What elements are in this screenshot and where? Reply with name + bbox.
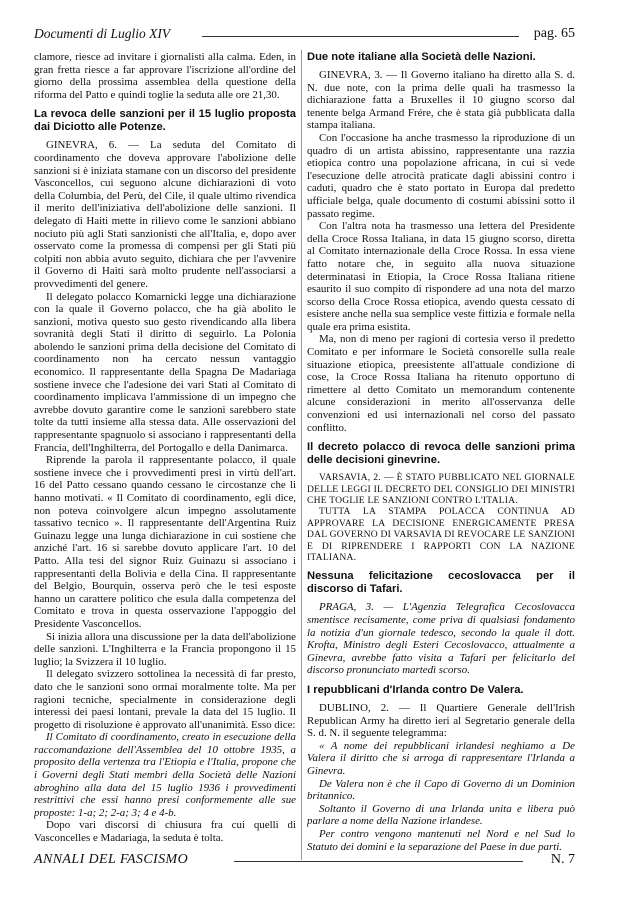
article-paragraph: Con l'occasione ha anche trasmesso la riproduzione di un quadro di un artista abissino, rappresentante una razzia etiopica contro una popolazione africana, in cui si vede l'esecuzione delle atrocità praticate dagli abissini contro i caduti, quadro che è stato portato in Europa dal predetto ufficiale belga, quale documento di costumi abissini sotto il passato regime. [307,131,575,220]
article-paragraph: GINEVRA, 3. — Il Governo italiano ha diretto alla S. d. N. due note, con la prima delle quali ha trasmesso la dichiarazione fatta a Bruxelles il 10 giugno scorso dal tenente belga Armand Frére, che è stata già pubblicata dalla stampa italiana. [307,69,575,132]
telegram-quote: Soltanto il Governo di una Irlanda unita e libera può parlare a nome della Nazione irlandese. [307,802,575,828]
column-divider [301,50,302,860]
footer-rule [234,861,523,862]
article-paragraph: Si inizia allora una discussione per la data dell'abolizione delle sanzioni. L'Inghilterra e la Francia propongono il 15 luglio; la Svizzera il 10 luglio. [34,630,296,668]
article-title-italian-notes: Due note italiane alla Società delle Nazioni. [307,51,536,63]
issue-number: N. 7 [550,852,575,867]
article-title-sanctions-revoked: La revoca delle sanzioni per il 15 luglio proposta dai Diciotto alle Potenze. [34,108,296,134]
left-column [34,51,296,859]
page-number: pag. 65 [533,26,575,41]
article-title-czech-denial: Nessuna felicitazione cecoslovacca per il discorso di Tafari. [307,570,575,596]
header-rule [202,36,519,37]
running-title: Documenti di Luglio XIV [34,26,171,41]
continued-paragraph: clamore, riesce ad invitare i giornalisti alla calma. Eden, in gran fretta riesce a far approvare l'iscrizione all'ordine del giorno della prossima assemblea della questione della riforma del Patto e quindi toglie la seduta alle ore 21,30. [34,51,296,101]
article-paragraph: Il delegato polacco Komarnicki legge una dichiarazione con la quale il Governo polacco, che ha già abolito le sanzioni, motiva questo suo gesto rivendicando alla libera sovranità degli Stati il diritto di seguirlo. La Polonia abolendo le sanzioni prima della decisione del Comitato di coordinamento non ha cercato nessun vantaggio economico. Il rappresentante della Spagna De Madariaga sostiene invece che l'adesione dei vari Stati al Comitato di coordinamento implicava l'ammissione di un impegno che avrebbe dovuto garantire come le sanzioni sarebbero state tolte da tutti insieme alla stessa data. Alle osservazioni del rappresentante spagnuolo si associano i rappresentanti della Francia, dell'Inghilterra, del Portogallo e della Danimarca. [34,290,296,454]
resolution-quote: Il Comitato di coordinamento, creato in esecuzione della raccomandazione dell'Assemblea del 10 ottobre 1935, a proposito della vertenza tra l'Etiopia e l'Italia, propone che i Governi degli Stati membri della Società delle Nazioni abroghino alla data del 15 luglio 1936 i provvedimenti restrittivi che essi hanno presi conformemente alle sue proposte: 1-a; 2; 2-a; 3; 4 e 4-b. [34,731,296,819]
article-paragraph: GINEVRA, 6. — La seduta del Comitato di coordinamento che doveva approvare l'abolizione delle sanzioni si è iniziata stamane con un discorso del presidente Vasconcellos, cui seguono alcune dichiarazioni di voto della Columbia, del Perù, del Cile, il quale ultimo rivendica il merito dell'iniziativa dell'abolizione delle sanzioni. Il delegato di Haiti mette in rilievo come le sanzioni abbiano nociuto più agli Stati sanzionisti che all'Italia, e, dopo aver osservato come la promessa di compensi per gli Stati più colpiti non abbia avuto seguito, dichiara che per l'avvenire il Governo di Haiti sarà molto prudente nell'associarsi a provvedimenti del genere. [34,139,296,290]
publication-title: ANNALI DEL FASCISMO [34,852,189,867]
article-title-polish-decree: Il decreto polacco di revoca delle sanzioni prima delle decisioni ginevrine. [307,441,575,467]
article-paragraph: Il delegato svizzero sottolinea la necessità di far presto, dato che le sanzioni sono ormai moralmente tolte. Ma per ragioni tecniche, specialmente in considerazione degli interessi dei paesi lontani, prevale la data del 15 luglio. Il progetto di risoluzione è approvato all'unanimità. Esso dice: [34,668,296,731]
article-paragraph: VARSAVIA, 2. — È STATO PUBBLICATO NEL GIORNALE DELLE LEGGI IL DECRETO DEL CONSIGLIO DEI MINISTRI CHE TOGLIE LE SANZIONI CONTRO L'ITALIA. [307,472,575,507]
article-paragraph: PRAGA, 3. — L'Agenzia Telegrafica Cecoslovacca smentisce recisamente, come priva di qualsiasi fondamento la notizia d'un giornale tedesco, secondo la quale il dott. Krofta, Ministro degli Esteri Cecoslovacco, attualmente a Ginevra, avrebbe fatto visita a Tafari per felicitarlo del discorso pronunciato martedì scorso. [307,601,575,677]
article-closing: Dopo vari discorsi di chiusura fra cui quelli di Vasconcelles e Madariaga, la seduta è tolta. [34,819,296,845]
telegram-quote: « A nome dei repubblicani irlandesi neghiamo a De Valera il diritto che si arroga di rappresentare l'Irlanda a Ginevra. [307,739,575,777]
page-header [34,26,575,46]
page-footer [34,852,575,870]
telegram-quote: De Valera non è che il Capo di Governo di un Dominion britannico. [307,777,575,803]
article-paragraph: DUBLINO, 2. — Il Quartiere Generale dell'Irish Republican Army ha diretto ieri al Segretario generale della S. d. N. il seguente telegramma: [307,702,575,740]
article-title-irish-republicans: I repubblicani d'Irlanda contro De Valera. [307,684,524,697]
article-paragraph: Con l'altra nota ha trasmesso una lettera del Presidente della Croce Rossa Italiana, in data 15 giugno scorso, diretta al Comitato internazionale della Croce Rossa. In essa viene fatto notare che, in seguito alla nuova situazione determinatasi in Etiopia, la Croce Rossa Italiana ritiene esaurito il suo compito di rispondere ad una nota del marzo scorso della Croce Rossa etiopica, avendo questa cessato di esistere anche nella sua semplice veste fittizia e formale nella quale era prima esistita. [307,220,575,333]
article-paragraph: Ma, non di meno per ragioni di cortesia verso il predetto Comitato e per informare le Società consorelle sulla reale situazione etiopica, preesistente all'attuale condizione di cose, la Croce Rossa Italiana ha ritenuto opportuno di rimettere al detto Comitato un memorandum contenente alcune considerazioni in merito all'osservanza delle convenzioni ed usi internazionali nel corso del passato conflitto. [307,333,575,434]
right-column [307,51,575,859]
article-paragraph: TUTTA LA STAMPA POLACCA CONTINUA AD APPROVARE LA DECISIONE ENERGICAMENTE PRESA DAL GOVERNO DI VARSAVIA DI REVOCARE LE SANZIONI E DI RIPRENDERE I RAPPORTI CON LA NAZIONE ITALIANA. [307,506,575,564]
telegram-quote: Per contro vengono mantenuti nel Nord e nel Sud lo Statuto dei domini e la separazione del Paese in due parti. [307,827,575,853]
article-paragraph: Riprende la parola il rappresentante polacco, il quale sostiene invece che i provvedimenti presi in virtù dell'art. 16 del Patto cessano quando cessano le circostanze che li hanno motivati. « Il Comitato di coordinamento, egli dice, non poteva coinvolgere alcun impegno assolutamente tassativo tecnico ». Il rappresentante dell'Argentina Ruiz Guinazu legge una lunga dichiarazione in cui sostiene che anziché l'art. 16 si sarebbe dovuto applicare l'art. 10 del Patto. Alla tesi del signor Ruiz Guinazu si associano i rappresentanti della Bolivia e della Cina. Il rappresentante del Belgio, Bourquin, osserva però che le tesi esposte hanno un carattere politico che esula dalla competenza del Comitato e trova in questa osservazione l'appoggio del Presidente Vasconcellos. [34,454,296,630]
